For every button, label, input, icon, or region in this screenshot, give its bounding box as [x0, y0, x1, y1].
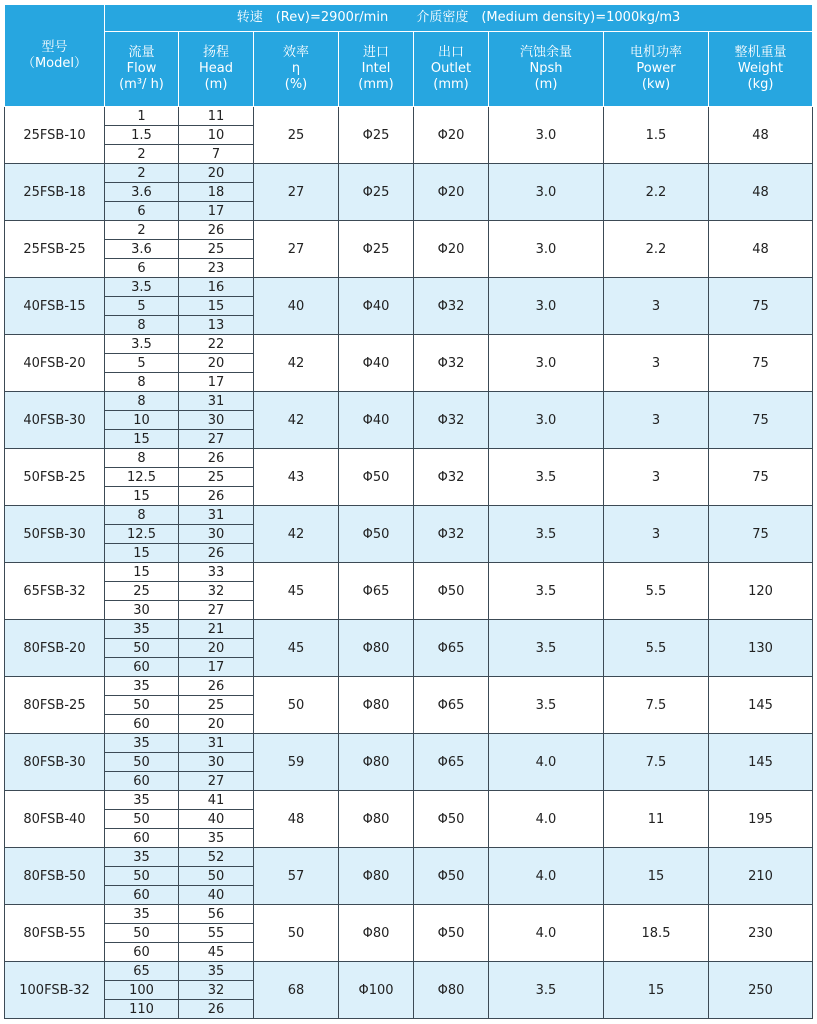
flow-cell: 50: [105, 753, 179, 772]
header-efficiency-line: η: [291, 61, 301, 76]
flow-cell: 3.6: [105, 183, 179, 202]
head-cell: 50: [179, 867, 254, 886]
flow-cell: 3.5: [105, 278, 179, 297]
head-cell: 26: [179, 487, 254, 506]
outlet-cell: Φ65: [414, 620, 489, 677]
npsh-cell: 4.0: [489, 791, 604, 848]
flow-cell: 110: [105, 1000, 179, 1019]
model-cell: 25FSB-18: [5, 164, 105, 221]
table-row: [5, 221, 813, 240]
efficiency-cell: 48: [254, 791, 339, 848]
model-cell: 40FSB-15: [5, 278, 105, 335]
head-cell: 30: [179, 411, 254, 430]
model-cell: 80FSB-20: [5, 620, 105, 677]
inlet-cell: Φ80: [339, 620, 414, 677]
head-cell: 27: [179, 772, 254, 791]
weight-cell: 145: [709, 734, 813, 791]
power-cell: 15: [604, 962, 709, 1019]
flow-cell: 65: [105, 962, 179, 981]
table-row: [5, 905, 813, 924]
model-cell: 80FSB-40: [5, 791, 105, 848]
efficiency-cell: 42: [254, 506, 339, 563]
table-row: [5, 506, 813, 525]
flow-cell: 60: [105, 943, 179, 962]
flow-cell: 50: [105, 639, 179, 658]
head-cell: 15: [179, 297, 254, 316]
header-head-line: 扬程: [202, 45, 229, 60]
head-cell: 23: [179, 259, 254, 278]
model-cell: 65FSB-32: [5, 563, 105, 620]
efficiency-cell: 43: [254, 449, 339, 506]
flow-cell: 8: [105, 449, 179, 468]
outlet-cell: Φ20: [414, 221, 489, 278]
flow-cell: 35: [105, 677, 179, 696]
head-cell: 30: [179, 525, 254, 544]
inlet-cell: Φ100: [339, 962, 414, 1019]
header-density: 介质密度 (Medium density)=1000kg/m3: [416, 10, 681, 25]
flow-cell: 2: [105, 164, 179, 183]
flow-cell: 60: [105, 886, 179, 905]
header-flow: [105, 32, 179, 107]
npsh-cell: 4.0: [489, 734, 604, 791]
flow-cell: 10: [105, 411, 179, 430]
head-cell: 26: [179, 449, 254, 468]
outlet-cell: Φ50: [414, 791, 489, 848]
head-cell: 26: [179, 677, 254, 696]
npsh-cell: 4.0: [489, 905, 604, 962]
header-model-en: （Model）: [21, 55, 88, 71]
head-cell: 31: [179, 734, 254, 753]
header-efficiency: [254, 32, 339, 107]
header-weight-line: (kg): [747, 77, 774, 92]
inlet-cell: Φ80: [339, 677, 414, 734]
model-group: [5, 734, 813, 791]
outlet-cell: Φ50: [414, 848, 489, 905]
head-cell: 25: [179, 468, 254, 487]
header-power: [604, 32, 709, 107]
npsh-cell: 3.5: [489, 449, 604, 506]
model-group: [5, 278, 813, 335]
weight-cell: 75: [709, 449, 813, 506]
head-cell: 27: [179, 430, 254, 449]
outlet-cell: Φ32: [414, 449, 489, 506]
weight-cell: 210: [709, 848, 813, 905]
efficiency-cell: 42: [254, 335, 339, 392]
header-npsh-line: (m): [534, 77, 558, 92]
model-group: [5, 506, 813, 563]
power-cell: 11: [604, 791, 709, 848]
header-efficiency-line: (%): [284, 77, 308, 92]
head-cell: 56: [179, 905, 254, 924]
model-cell: 80FSB-50: [5, 848, 105, 905]
head-cell: 20: [179, 354, 254, 373]
head-cell: 45: [179, 943, 254, 962]
table-row: [5, 392, 813, 411]
model-group: [5, 791, 813, 848]
flow-cell: 35: [105, 791, 179, 810]
header-model: [5, 5, 105, 107]
head-cell: 25: [179, 696, 254, 715]
flow-cell: 35: [105, 848, 179, 867]
table-row: [5, 848, 813, 867]
model-group: [5, 107, 813, 164]
npsh-cell: 3.0: [489, 107, 604, 164]
flow-cell: 3.5: [105, 335, 179, 354]
power-cell: 2.2: [604, 164, 709, 221]
table-row: [5, 278, 813, 297]
outlet-cell: Φ20: [414, 164, 489, 221]
efficiency-cell: 45: [254, 563, 339, 620]
model-group: [5, 848, 813, 905]
model-cell: 80FSB-25: [5, 677, 105, 734]
power-cell: 18.5: [604, 905, 709, 962]
flow-cell: 3.6: [105, 240, 179, 259]
header-head-line: Head: [199, 61, 233, 76]
power-cell: 7.5: [604, 677, 709, 734]
table-row: [5, 734, 813, 753]
flow-cell: 12.5: [105, 468, 179, 487]
head-cell: 11: [179, 107, 254, 126]
table-row: [5, 620, 813, 639]
inlet-cell: Φ80: [339, 791, 414, 848]
npsh-cell: 3.5: [489, 563, 604, 620]
npsh-cell: 3.0: [489, 164, 604, 221]
inlet-cell: Φ50: [339, 506, 414, 563]
inlet-cell: Φ80: [339, 905, 414, 962]
weight-cell: 75: [709, 392, 813, 449]
npsh-cell: 3.5: [489, 506, 604, 563]
header-model-cn: 型号: [41, 39, 68, 55]
efficiency-cell: 27: [254, 164, 339, 221]
head-cell: 13: [179, 316, 254, 335]
model-group: [5, 962, 813, 1019]
power-cell: 3: [604, 278, 709, 335]
flow-cell: 1.5: [105, 126, 179, 145]
header-outlet: [414, 32, 489, 107]
header-inlet-line: Intel: [361, 61, 391, 76]
flow-cell: 50: [105, 867, 179, 886]
head-cell: 32: [179, 981, 254, 1000]
power-cell: 7.5: [604, 734, 709, 791]
table-row: [5, 164, 813, 183]
model-group: [5, 563, 813, 620]
weight-cell: 75: [709, 506, 813, 563]
flow-cell: 15: [105, 430, 179, 449]
head-cell: 35: [179, 962, 254, 981]
outlet-cell: Φ32: [414, 278, 489, 335]
head-cell: 33: [179, 563, 254, 582]
flow-cell: 5: [105, 297, 179, 316]
head-cell: 25: [179, 240, 254, 259]
head-cell: 17: [179, 658, 254, 677]
model-group: [5, 221, 813, 278]
flow-cell: 25: [105, 582, 179, 601]
head-cell: 40: [179, 810, 254, 829]
flow-cell: 50: [105, 696, 179, 715]
header-power-line: Power: [636, 61, 676, 76]
model-cell: 100FSB-32: [5, 962, 105, 1019]
flow-cell: 2: [105, 221, 179, 240]
efficiency-cell: 40: [254, 278, 339, 335]
flow-cell: 60: [105, 715, 179, 734]
header-head-line: (m): [204, 77, 228, 92]
table-row: [5, 791, 813, 810]
header-efficiency-line: 效率: [282, 45, 309, 60]
pump-spec-table: [4, 4, 813, 1019]
flow-cell: 8: [105, 316, 179, 335]
flow-cell: 8: [105, 506, 179, 525]
power-cell: 5.5: [604, 620, 709, 677]
inlet-cell: Φ40: [339, 278, 414, 335]
inlet-cell: Φ80: [339, 734, 414, 791]
table-header: [5, 5, 813, 107]
head-cell: 30: [179, 753, 254, 772]
model-group: [5, 620, 813, 677]
flow-cell: 60: [105, 829, 179, 848]
head-cell: 20: [179, 164, 254, 183]
header-inlet-line: 进口: [362, 45, 389, 60]
weight-cell: 230: [709, 905, 813, 962]
npsh-cell: 3.0: [489, 278, 604, 335]
power-cell: 3: [604, 335, 709, 392]
flow-cell: 1: [105, 107, 179, 126]
outlet-cell: Φ20: [414, 107, 489, 164]
inlet-cell: Φ40: [339, 392, 414, 449]
efficiency-cell: 50: [254, 677, 339, 734]
model-group: [5, 905, 813, 962]
npsh-cell: 3.0: [489, 221, 604, 278]
header-npsh-line: Npsh: [529, 61, 563, 76]
head-cell: 16: [179, 278, 254, 297]
efficiency-cell: 68: [254, 962, 339, 1019]
head-cell: 55: [179, 924, 254, 943]
header-speed: 转速 (Rev)=2900r/min: [236, 10, 389, 25]
outlet-cell: Φ32: [414, 506, 489, 563]
efficiency-cell: 59: [254, 734, 339, 791]
head-cell: 26: [179, 221, 254, 240]
table-row: [5, 962, 813, 981]
header-weight: [709, 32, 813, 107]
flow-cell: 5: [105, 354, 179, 373]
head-cell: 20: [179, 715, 254, 734]
outlet-cell: Φ50: [414, 563, 489, 620]
efficiency-cell: 57: [254, 848, 339, 905]
flow-cell: 2: [105, 145, 179, 164]
head-cell: 17: [179, 373, 254, 392]
header-outlet-line: Outlet: [430, 61, 472, 76]
head-cell: 17: [179, 202, 254, 221]
head-cell: 35: [179, 829, 254, 848]
header-npsh: [489, 32, 604, 107]
weight-cell: 195: [709, 791, 813, 848]
weight-cell: 75: [709, 335, 813, 392]
power-cell: 3: [604, 392, 709, 449]
head-cell: 18: [179, 183, 254, 202]
power-cell: 15: [604, 848, 709, 905]
flow-cell: 6: [105, 202, 179, 221]
table-row: [5, 107, 813, 126]
weight-cell: 250: [709, 962, 813, 1019]
outlet-cell: Φ32: [414, 392, 489, 449]
header-weight-line: Weight: [737, 61, 784, 76]
head-cell: 26: [179, 544, 254, 563]
model-cell: 80FSB-30: [5, 734, 105, 791]
header-flow-line: 流量: [128, 45, 155, 60]
header-power-line: (kw): [641, 77, 671, 92]
head-cell: 21: [179, 620, 254, 639]
inlet-cell: Φ25: [339, 221, 414, 278]
power-cell: 1.5: [604, 107, 709, 164]
outlet-cell: Φ65: [414, 677, 489, 734]
head-cell: 27: [179, 601, 254, 620]
header-head: [179, 32, 254, 107]
head-cell: 26: [179, 1000, 254, 1019]
model-cell: 40FSB-30: [5, 392, 105, 449]
head-cell: 52: [179, 848, 254, 867]
header-weight-line: 整机重量: [734, 45, 787, 60]
weight-cell: 48: [709, 107, 813, 164]
npsh-cell: 3.0: [489, 335, 604, 392]
header-outlet-line: (mm): [433, 77, 469, 92]
head-cell: 41: [179, 791, 254, 810]
efficiency-cell: 27: [254, 221, 339, 278]
efficiency-cell: 25: [254, 107, 339, 164]
head-cell: 40: [179, 886, 254, 905]
inlet-cell: Φ40: [339, 335, 414, 392]
model-cell: 50FSB-25: [5, 449, 105, 506]
outlet-cell: Φ65: [414, 734, 489, 791]
header-flow-line: Flow: [126, 61, 157, 76]
flow-cell: 50: [105, 924, 179, 943]
efficiency-cell: 42: [254, 392, 339, 449]
weight-cell: 130: [709, 620, 813, 677]
model-group: [5, 392, 813, 449]
outlet-cell: Φ32: [414, 335, 489, 392]
power-cell: 3: [604, 449, 709, 506]
model-cell: 25FSB-25: [5, 221, 105, 278]
table-row: [5, 335, 813, 354]
flow-cell: 30: [105, 601, 179, 620]
head-cell: 10: [179, 126, 254, 145]
table-row: [5, 677, 813, 696]
head-cell: 31: [179, 392, 254, 411]
outlet-cell: Φ50: [414, 905, 489, 962]
flow-cell: 60: [105, 658, 179, 677]
model-cell: 25FSB-10: [5, 107, 105, 164]
model-group: [5, 677, 813, 734]
model-cell: 50FSB-30: [5, 506, 105, 563]
model-cell: 40FSB-20: [5, 335, 105, 392]
npsh-cell: 3.5: [489, 962, 604, 1019]
table-row: [5, 449, 813, 468]
npsh-cell: 3.0: [489, 392, 604, 449]
power-cell: 2.2: [604, 221, 709, 278]
flow-cell: 6: [105, 259, 179, 278]
model-group: [5, 164, 813, 221]
header-npsh-line: 汽蚀余量: [519, 45, 572, 60]
header-outlet-line: 出口: [437, 45, 464, 60]
inlet-cell: Φ65: [339, 563, 414, 620]
flow-cell: 50: [105, 810, 179, 829]
weight-cell: 145: [709, 677, 813, 734]
npsh-cell: 4.0: [489, 848, 604, 905]
outlet-cell: Φ80: [414, 962, 489, 1019]
head-cell: 32: [179, 582, 254, 601]
flow-cell: 100: [105, 981, 179, 1000]
model-group: [5, 335, 813, 392]
efficiency-cell: 45: [254, 620, 339, 677]
header-inlet-line: (mm): [358, 77, 394, 92]
npsh-cell: 3.5: [489, 677, 604, 734]
efficiency-cell: 50: [254, 905, 339, 962]
model-group: [5, 449, 813, 506]
inlet-cell: Φ25: [339, 107, 414, 164]
flow-cell: 8: [105, 373, 179, 392]
flow-cell: 15: [105, 544, 179, 563]
npsh-cell: 3.5: [489, 620, 604, 677]
weight-cell: 48: [709, 221, 813, 278]
flow-cell: 35: [105, 734, 179, 753]
flow-cell: 8: [105, 392, 179, 411]
inlet-cell: Φ50: [339, 449, 414, 506]
weight-cell: 75: [709, 278, 813, 335]
header-flow-line: (m³/ h): [119, 77, 164, 92]
flow-cell: 35: [105, 905, 179, 924]
head-cell: 20: [179, 639, 254, 658]
table-row: [5, 563, 813, 582]
head-cell: 7: [179, 145, 254, 164]
power-cell: 3: [604, 506, 709, 563]
header-conditions: [105, 5, 813, 32]
header-inlet: [339, 32, 414, 107]
model-cell: 80FSB-55: [5, 905, 105, 962]
inlet-cell: Φ25: [339, 164, 414, 221]
weight-cell: 120: [709, 563, 813, 620]
flow-cell: 12.5: [105, 525, 179, 544]
flow-cell: 60: [105, 772, 179, 791]
flow-cell: 35: [105, 620, 179, 639]
inlet-cell: Φ80: [339, 848, 414, 905]
head-cell: 31: [179, 506, 254, 525]
header-power-line: 电机功率: [629, 45, 682, 60]
flow-cell: 15: [105, 487, 179, 506]
power-cell: 5.5: [604, 563, 709, 620]
flow-cell: 15: [105, 563, 179, 582]
weight-cell: 48: [709, 164, 813, 221]
head-cell: 22: [179, 335, 254, 354]
